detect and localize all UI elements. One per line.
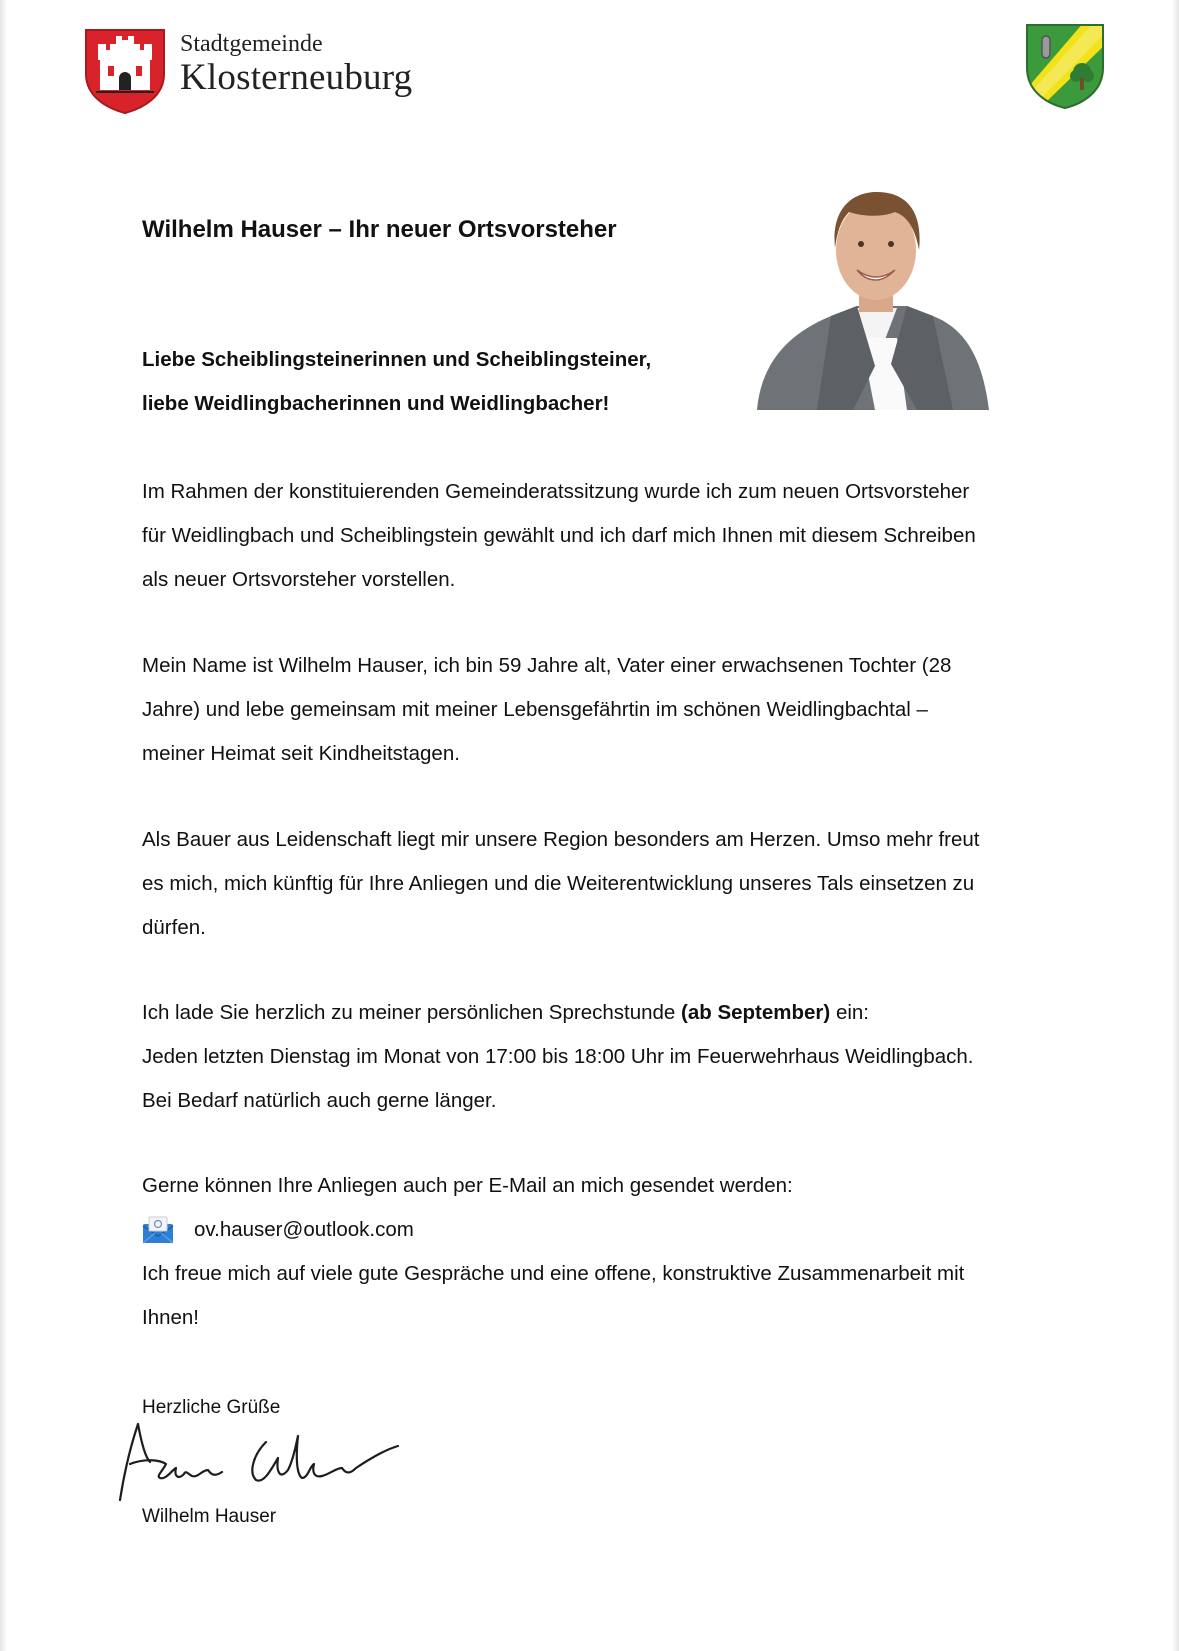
paragraph-line: Jeden letzten Dienstag im Monat von 17:00 bis 18:00 Uhr im Feuerwehrhaus Weidlingbach. bbox=[142, 1045, 974, 1068]
paragraph-line: Ihnen! bbox=[142, 1306, 199, 1329]
paragraph-line: Jahre) und lebe gemeinsam mit meiner Lebensgefährtin im schönen Weidlingbachtal – bbox=[142, 698, 928, 721]
paragraph-line: Als Bauer aus Leidenschaft liegt mir unsere Region besonders am Herzen. Umso mehr freut bbox=[142, 828, 980, 851]
paragraph-line: als neuer Ortsvorsteher vorstellen. bbox=[142, 568, 456, 591]
paragraph-region bbox=[142, 818, 1042, 950]
closing-greeting: Herzliche Grüße bbox=[142, 1397, 281, 1418]
paragraph-line: Bei Bedarf natürlich auch gerne länger. bbox=[142, 1089, 497, 1112]
greeting bbox=[142, 338, 1042, 426]
municipality-name: Klosterneuburg bbox=[180, 57, 413, 98]
signer-name: Wilhelm Hauser bbox=[142, 1506, 277, 1527]
email-address-link[interactable]: ov.hauser@outlook.com bbox=[194, 1218, 414, 1241]
page-edge-left bbox=[0, 0, 6, 1651]
municipality-label: Stadtgemeinde bbox=[180, 31, 323, 57]
paragraph-line: Gerne können Ihre Anliegen auch per E-Mail an mich gesendet werden: bbox=[142, 1174, 793, 1197]
paragraph-line: Im Rahmen der konstituierenden Gemeinderatssitzung wurde ich zum neuen Ortsvorsteher bbox=[142, 480, 970, 503]
handwritten-signature bbox=[116, 1418, 416, 1504]
paragraph-contact bbox=[142, 1164, 1042, 1340]
paragraph-line: Ich freue mich auf viele gute Gespräche und eine offene, konstruktive Zusammenarbeit mit bbox=[142, 1262, 965, 1285]
paragraph-line: Mein Name ist Wilhelm Hauser, ich bin 59 Jahre alt, Vater einer erwachsenen Tochter (28 bbox=[142, 654, 952, 677]
weidling-crest-icon bbox=[1024, 22, 1106, 110]
office-hours-start: (ab September) bbox=[681, 1001, 831, 1024]
office-hours-intro: Ich lade Sie herzlich zu meiner persönlichen Sprechstunde bbox=[142, 1001, 676, 1024]
mail-icon bbox=[142, 1216, 174, 1244]
email-line bbox=[142, 1208, 1042, 1252]
paragraph-line: für Weidlingbach und Scheiblingstein gewählt und ich darf mich Ihnen mit diesem Schreiben bbox=[142, 524, 976, 547]
page-edge-right bbox=[1173, 0, 1179, 1651]
klosterneuburg-crest-icon bbox=[84, 28, 166, 114]
municipality-brand bbox=[180, 30, 412, 98]
paragraph-introduction bbox=[142, 470, 1042, 602]
office-hours-intro-end: ein: bbox=[835, 1001, 870, 1024]
paragraph-line: meiner Heimat seit Kindheitstagen. bbox=[142, 742, 460, 765]
paragraph-office-hours bbox=[142, 991, 1042, 1123]
paragraph-line: es mich, mich künftig für Ihre Anliegen und die Weiterentwicklung unseres Tals einsetzen zu bbox=[142, 872, 975, 895]
paragraph-personal bbox=[142, 644, 1042, 776]
greeting-line: Liebe Scheiblingsteinerinnen und Scheiblingsteiner, bbox=[142, 348, 652, 371]
letter-title: Wilhelm Hauser – Ihr neuer Ortsvorsteher bbox=[142, 216, 617, 243]
paragraph-line bbox=[142, 991, 1042, 1035]
greeting-line: liebe Weidlingbacherinnen und Weidlingbacher! bbox=[142, 392, 610, 415]
paragraph-line: dürfen. bbox=[142, 916, 206, 939]
